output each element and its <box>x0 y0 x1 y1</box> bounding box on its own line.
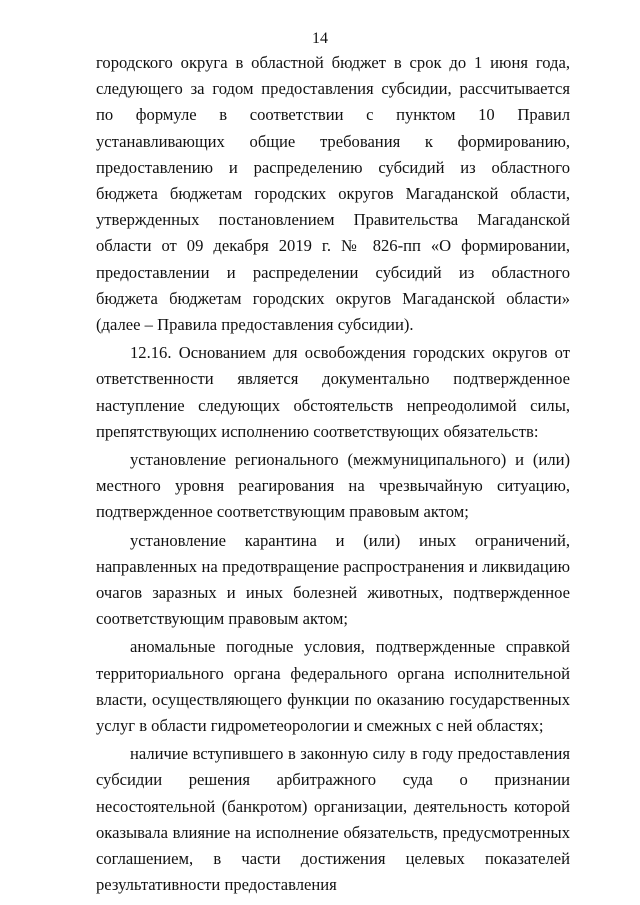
page-number: 14 <box>312 30 328 47</box>
document-body <box>96 50 570 901</box>
list-item-weather: аномальные погодные условия, подтвержденные справкой территориального органа федерального органа исполнительной власти, осуществляющего функции по оказанию государственных услуг в области гидрометеорологии и смежных с ней областях; <box>96 637 570 736</box>
list-item-emergency: установление регионального (межмуниципального) и (или) местного уровня реагирования на чрезвычайную ситуацию, подтвержденное соответствующим правовым актом; <box>96 450 570 522</box>
list-item-quarantine: установление карантина и (или) иных ограничений, направленных на предотвращение распространения и ликвидацию очагов заразных и иных болезней животных, подтвержденное соответствующим правовым актом; <box>96 530 570 629</box>
list-item-bankruptcy: наличие вступившего в законную силу в году предоставления субсидии решения арбитражного суда о признании несостоятельной (банкротом) организации, деятельность которой оказывала влияние на исполнение обязательств, предусмотренных соглашением, в части достижения целевых показателей результативности предоставления <box>96 744 570 895</box>
paragraph-continuation: городского округа в областной бюджет в срок до 1 июня года, следующего за годом предоставления субсидии, рассчитывается по формуле в соответствии с пунктом 10 Правил устанавливающих общие требования к формированию, предоставлению и распределению субсидий из областного бюджета бюджетам городских округов Магаданской области, утвержденных постановлением Правительства Магаданской области от 09 декабря 2019 г. № 826-пп «О формировании, предоставлении и распределении субсидий из областного бюджета бюджетам городских округов Магаданской области» (далее – Правила предоставления субсидии). <box>96 53 570 335</box>
paragraph-12-16: 12.16. Основанием для освобождения городских округов от ответственности является документально подтвержденное наступление следующих обстоятельств непреодолимой силы, препятствующих исполнению соответствующих обязательств: <box>96 343 570 441</box>
